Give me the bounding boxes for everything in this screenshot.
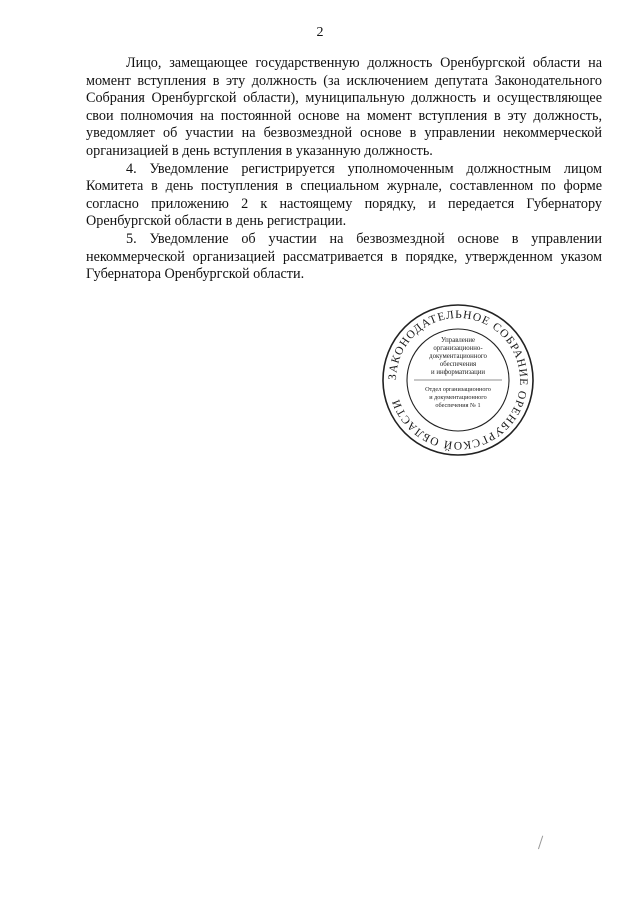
seal-dept-line-2: и документационного	[429, 394, 487, 401]
seal-dept-line-1: Отдел организационного	[425, 386, 491, 393]
paragraph-item-5-review: 5. Уведомление об участии на безвозмездной основе в управлении некоммерческой организацией рассматривается в порядке, утвержденном указом Губернатора Оренбургской области.	[86, 230, 602, 283]
seal-inner-line-3: документационного	[429, 353, 487, 360]
seal-inner-line-4: обеспечения	[439, 361, 477, 368]
document-body	[86, 55, 602, 284]
seal-graphic	[380, 302, 536, 458]
seal-inner-line-2: организационно-	[433, 345, 483, 352]
seal-inner-line-5: и информатизации	[430, 369, 486, 376]
seal-dept-line-3: обеспечения № 1	[435, 402, 481, 409]
page-number: 2	[316, 25, 324, 40]
paragraph-item-4-registration: 4. Уведомление регистрируется уполномоченным должностным лицом Комитета в день поступления в специальном журнале, составленном по форме согласно приложению 2 к настоящему порядку, и передается Губернатору Оренбургской области в день регистрации.	[86, 160, 602, 230]
official-seal	[380, 302, 536, 458]
scan-mark	[538, 836, 547, 851]
seal-inner-line-1: Управление	[440, 337, 476, 344]
seal-ring-text: ЗАКОНОДАТЕЛЬНОЕ СОБРАНИЕ ОРЕНБУРГСКОЙ ОБЛАСТИ	[386, 308, 530, 452]
paragraph-person-notification: Лицо, замещающее государственную должность Оренбургской области на момент вступления в эту должность (за исключением депутата Законодательного Собрания Оренбургской области), муниципальную должность и осуществляющее свои полномочия на постоянной основе на момент вступления в эту должность, уведомляет об участии на безвозмездной основе в управлении некоммерческой организацией в день вступления в указанную должность.	[86, 55, 602, 159]
